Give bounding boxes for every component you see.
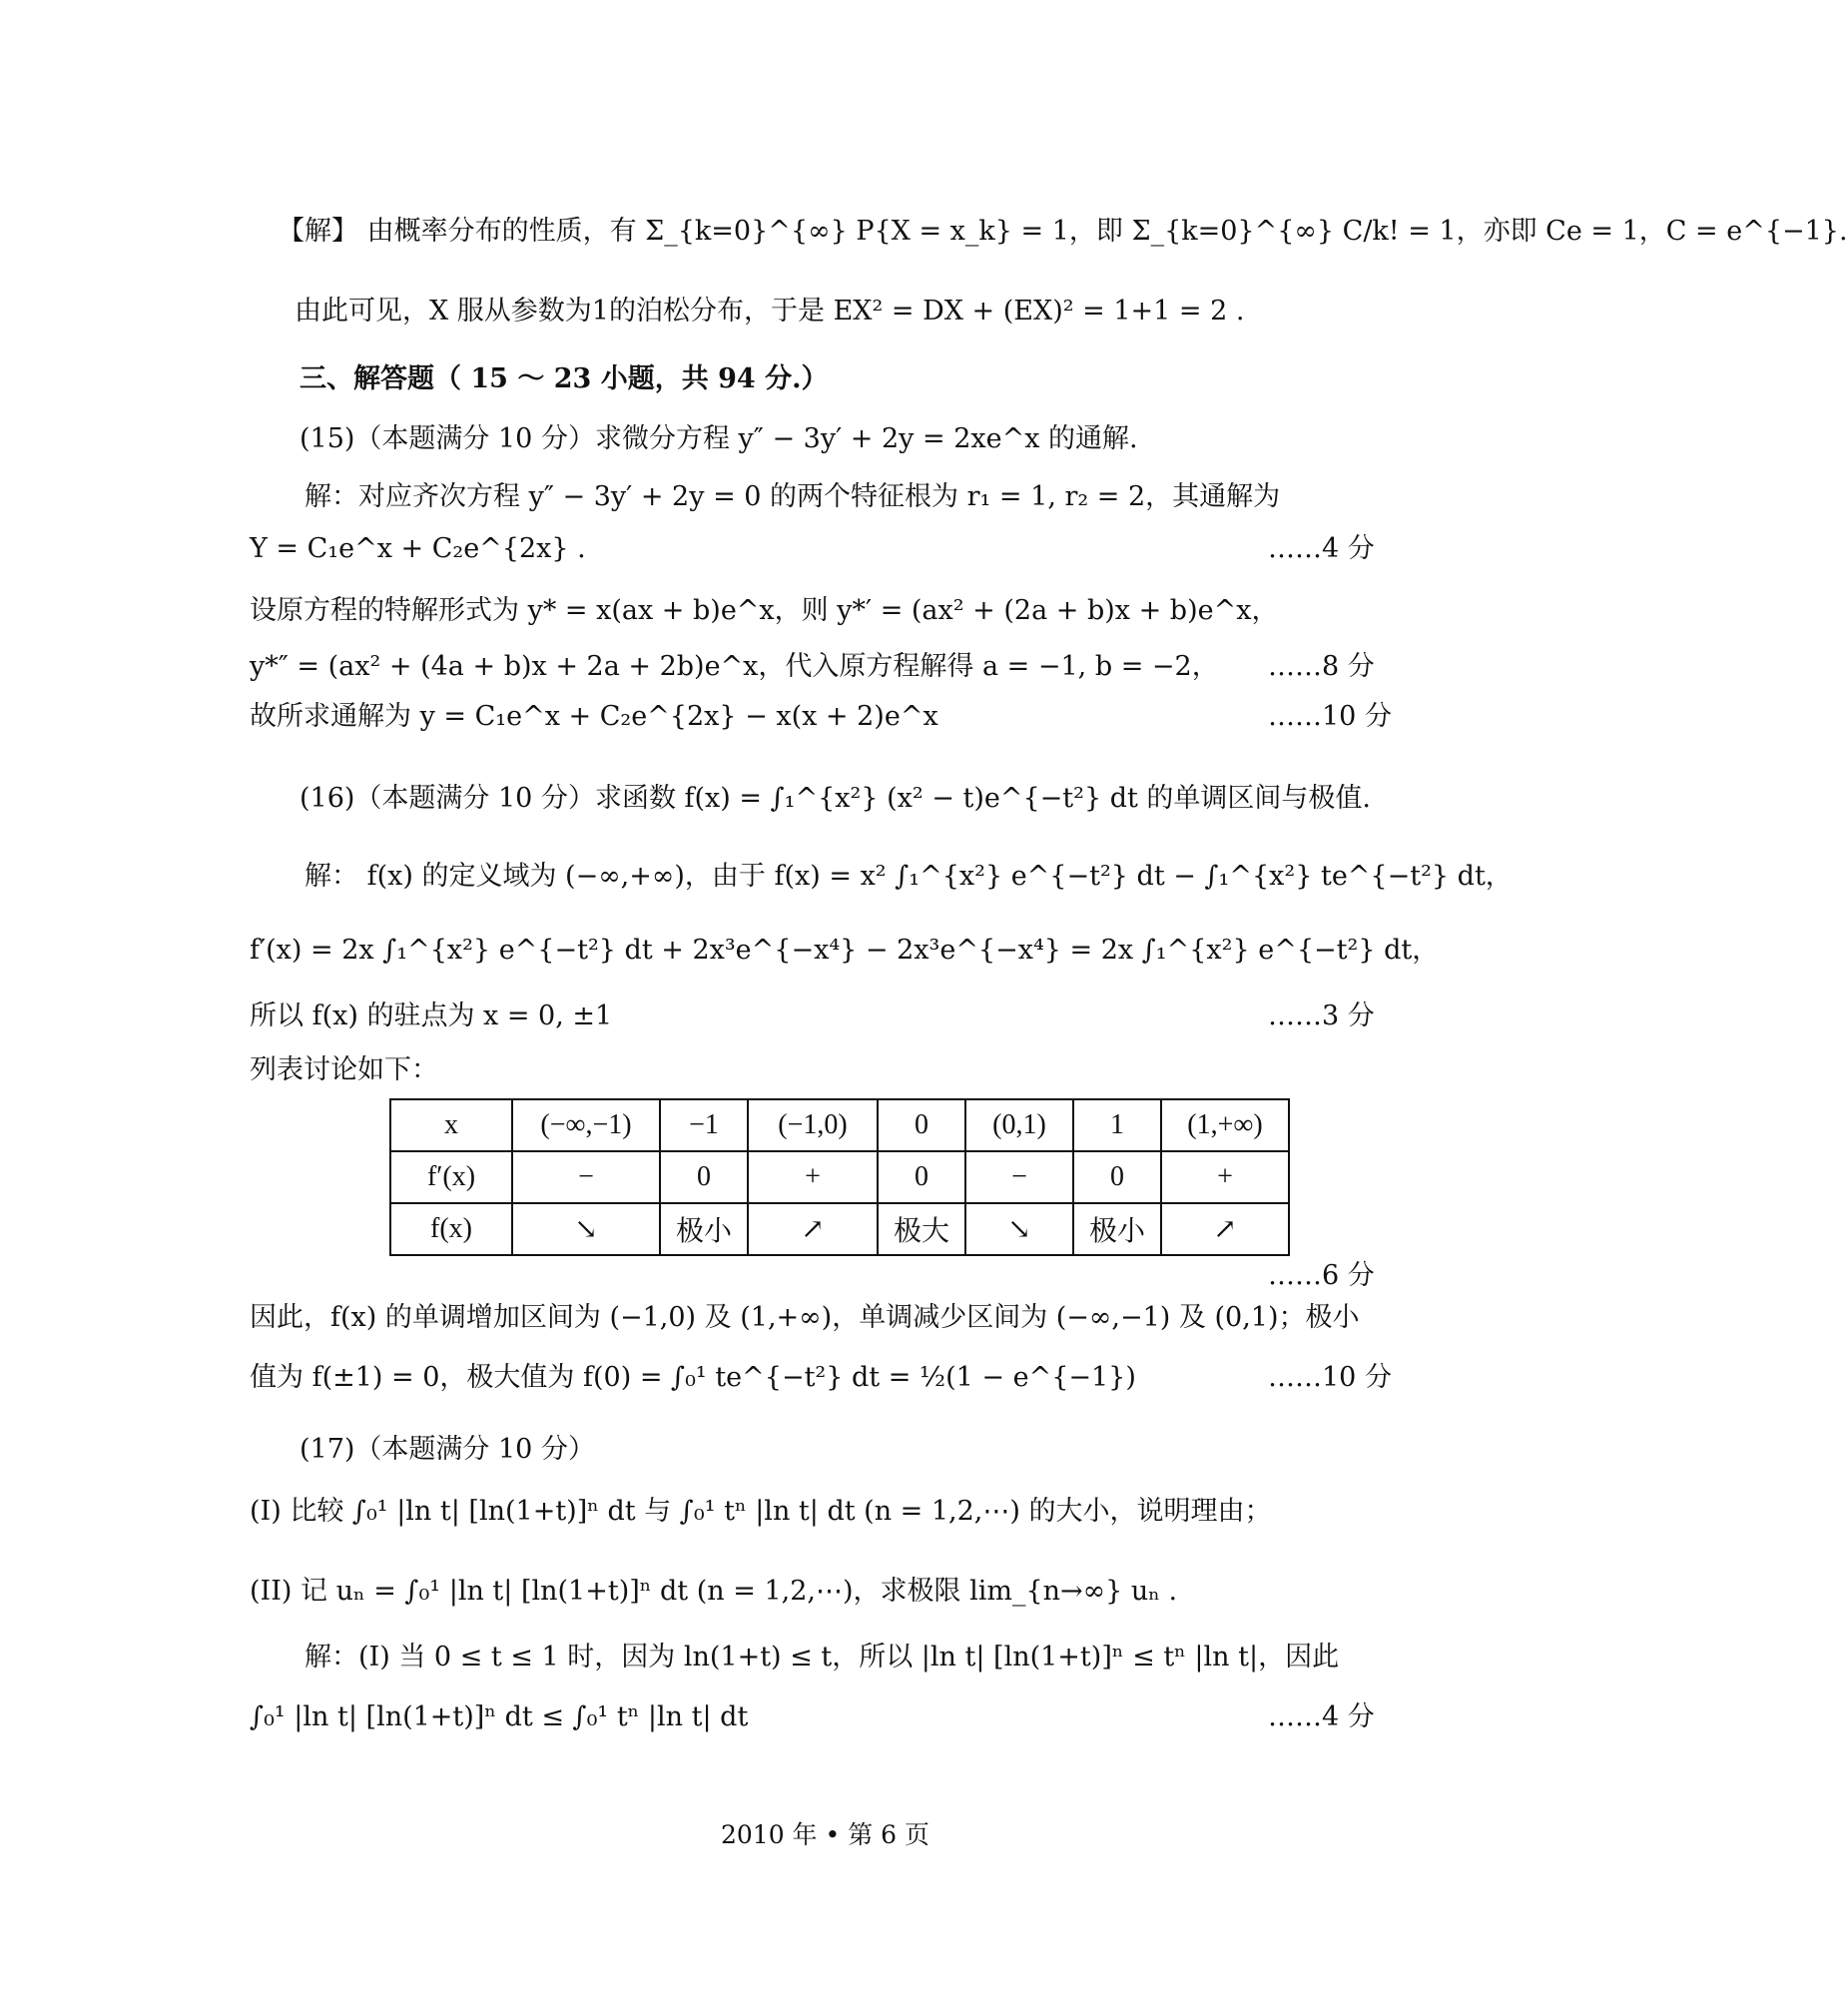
solution-line: 故所求通解为 y = C₁e^x + C₂e^{2x} − x(x + 2)e^x <box>250 701 938 732</box>
table-cell: 1 <box>1073 1099 1161 1151</box>
table-cell: 极小 <box>660 1203 748 1255</box>
table-cell: + <box>1161 1151 1289 1203</box>
score-mark: ……10 分 <box>1268 1362 1392 1393</box>
score-mark: ……4 分 <box>1268 1701 1375 1732</box>
table-row <box>390 1151 1289 1203</box>
table-cell: ↗ <box>748 1203 878 1255</box>
score-mark: ……4 分 <box>1268 533 1375 564</box>
table-cell: 0 <box>878 1151 965 1203</box>
solution-line: 由此可见，X 服从参数为1的泊松分布，于是 EX² = DX + (EX)² = 1+1 = 2 . <box>295 296 1245 327</box>
table-cell: 极大 <box>878 1203 965 1255</box>
table-cell: (−∞,−1) <box>512 1099 660 1151</box>
table-cell: 0 <box>1073 1151 1161 1203</box>
score-mark: ……3 分 <box>1268 1001 1375 1031</box>
solution-line: 设原方程的特解形式为 y* = x(ax + b)e^x，则 y*′ = (ax² + (2a + b)x + b)e^x， <box>250 595 1279 626</box>
sign-table <box>389 1098 1290 1256</box>
table-cell: −1 <box>660 1099 748 1151</box>
table-cell: ↘ <box>512 1203 660 1255</box>
problem-15-statement: (15)（本题满分 10 分）求微分方程 y″ − 3y′ + 2y = 2xe^x 的通解. <box>300 423 1138 454</box>
score-mark: ……8 分 <box>1268 651 1375 682</box>
solution-line: 列表讨论如下： <box>250 1054 438 1085</box>
table-cell: x <box>390 1099 512 1151</box>
solution-line: Y = C₁e^x + C₂e^{2x} . <box>250 533 586 564</box>
solution-line: 所以 f(x) 的驻点为 x = 0, ±1 <box>250 1001 613 1031</box>
solution-line: 因此，f(x) 的单调增加区间为 (−1,0) 及 (1,+∞)，单调减少区间为 (−∞,−1) 及 (0,1)；极小 <box>250 1302 1360 1333</box>
solution-line: 解： f(x) 的定义域为 (−∞,+∞)，由于 f(x) = x² ∫₁^{x²} e^{−t²} dt − ∫₁^{x²} te^{−t²} dt， <box>305 861 1513 892</box>
table-cell: f′(x) <box>390 1151 512 1203</box>
table-cell: + <box>748 1151 878 1203</box>
solution-line: ∫₀¹ |ln t| [ln(1+t)]ⁿ dt ≤ ∫₀¹ tⁿ |ln t| dt <box>250 1701 749 1732</box>
solution-line: 【解】 由概率分布的性质，有 Σ_{k=0}^{∞} P{X = x_k} = 1，即 Σ_{k=0}^{∞} C/k! = 1，亦即 Ce = 1，C = e^{−1}. <box>278 216 1848 247</box>
table-cell: (1,+∞) <box>1161 1099 1289 1151</box>
solution-line: f′(x) = 2x ∫₁^{x²} e^{−t²} dt + 2x³e^{−x⁴} − 2x³e^{−x⁴} = 2x ∫₁^{x²} e^{−t²} dt， <box>250 935 1440 966</box>
solution-line: 值为 f(±1) = 0，极大值为 f(0) = ∫₀¹ te^{−t²} dt = ½(1 − e^{−1}) <box>250 1362 1136 1393</box>
problem-17-part-1: (I) 比较 ∫₀¹ |ln t| [ln(1+t)]ⁿ dt 与 ∫₀¹ tⁿ |ln t| dt (n = 1,2,⋯) 的大小，说明理由； <box>250 1496 1272 1527</box>
table-cell: 极小 <box>1073 1203 1161 1255</box>
table-cell: ↘ <box>965 1203 1073 1255</box>
solution-line: y*″ = (ax² + (4a + b)x + 2a + 2b)e^x，代入原方程解得 a = −1, b = −2， <box>250 651 1219 682</box>
problem-17-heading: (17)（本题满分 10 分） <box>300 1434 595 1465</box>
problem-16-statement: (16)（本题满分 10 分）求函数 f(x) = ∫₁^{x²} (x² − t)e^{−t²} dt 的单调区间与极值. <box>300 783 1371 814</box>
table-row <box>390 1203 1289 1255</box>
score-mark: ……10 分 <box>1268 701 1392 732</box>
table-cell: (−1,0) <box>748 1099 878 1151</box>
solution-line: 解：对应齐次方程 y″ − 3y′ + 2y = 0 的两个特征根为 r₁ = 1, r₂ = 2，其通解为 <box>305 481 1281 512</box>
table-row <box>390 1099 1289 1151</box>
table-cell: − <box>965 1151 1073 1203</box>
page-footer: 2010 年 • 第 6 页 <box>720 1820 929 1849</box>
table-cell: − <box>512 1151 660 1203</box>
section-heading: 三、解答题（ 15 ～ 23 小题，共 94 分.） <box>300 363 829 394</box>
table-cell: 0 <box>660 1151 748 1203</box>
table-cell: (0,1) <box>965 1099 1073 1151</box>
table-cell: f(x) <box>390 1203 512 1255</box>
solution-line: 解：(I) 当 0 ≤ t ≤ 1 时，因为 ln(1+t) ≤ t，所以 |ln t| [ln(1+t)]ⁿ ≤ tⁿ |ln t|，因此 <box>305 1642 1340 1672</box>
table-cell: 0 <box>878 1099 965 1151</box>
problem-17-part-2: (II) 记 uₙ = ∫₀¹ |ln t| [ln(1+t)]ⁿ dt (n = 1,2,⋯)，求极限 lim_{n→∞} uₙ . <box>250 1576 1178 1607</box>
score-mark: ……6 分 <box>1268 1260 1375 1291</box>
table-cell: ↗ <box>1161 1203 1289 1255</box>
